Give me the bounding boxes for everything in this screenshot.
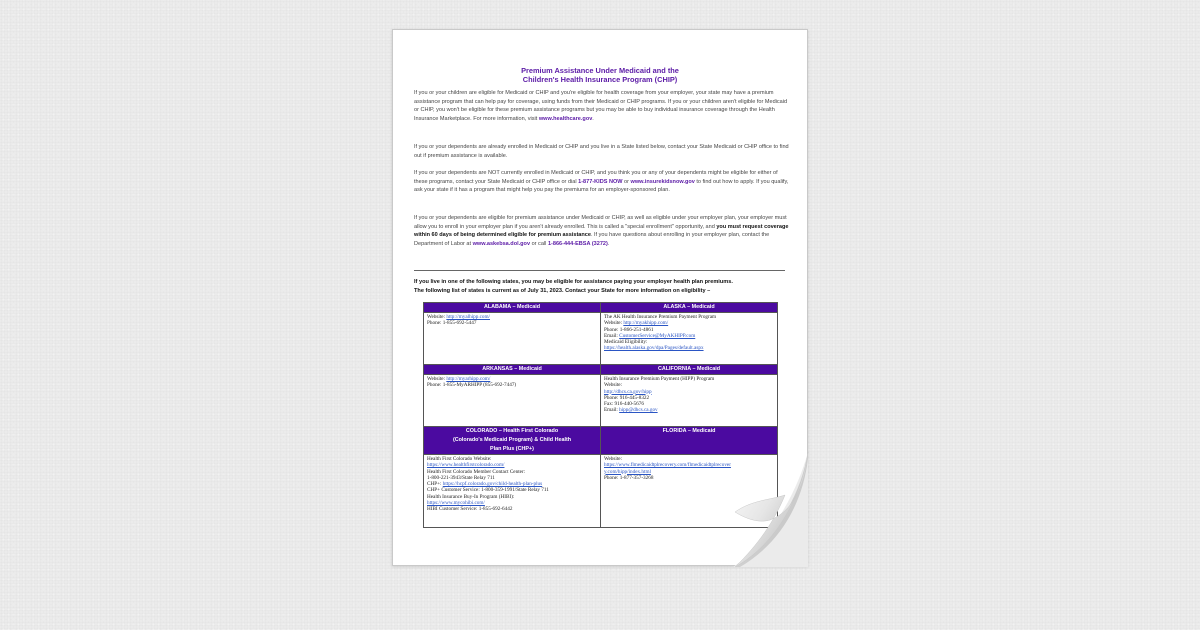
ebsa-phone: 1-866-444-EBSA (3272)	[547, 240, 608, 247]
horizontal-divider	[414, 270, 785, 271]
colorado-chp-link[interactable]: https://hcpf.colorado.gov/child-health-plan-plus	[442, 481, 543, 488]
paragraph-text: .	[592, 115, 594, 122]
label: Email:	[604, 407, 620, 414]
title-line-1: Premium Assistance Under Medicaid and the	[521, 66, 679, 75]
state-header-colorado	[424, 427, 601, 455]
state-cell-florida	[601, 455, 778, 528]
states-intro	[414, 278, 794, 296]
header-line: COLORADO – Health First Colorado	[465, 428, 559, 434]
arkansas-phone: Phone: 1-855-MyARHIPP (855-692-7447)	[427, 382, 517, 389]
alaska-email-link[interactable]: CustomerService@MyAKHIPP.com	[619, 332, 696, 339]
florida-website-link[interactable]: https://www.flmedicaidtplrecovery.com/flmedicaidtplrecover	[604, 462, 731, 469]
paragraph-text: .	[607, 240, 610, 247]
state-header-california: CALIFORNIA – Medicaid	[601, 365, 778, 375]
alaska-website-link[interactable]: http://myakhipp.com/	[623, 320, 669, 327]
paragraph-2	[414, 143, 790, 160]
document-title	[393, 66, 807, 84]
askebsa-link[interactable]: www.askebsa.dol.gov	[472, 240, 531, 247]
colorado-hibi-link[interactable]: https://www.mycohibi.com/	[427, 500, 485, 507]
label: Website:	[604, 320, 624, 327]
florida-website-label: Website:	[604, 456, 623, 462]
paragraph-text: If you or your dependents are already enrolled in Medicaid or CHIP and you live in a State listed below, contact your State Medicaid or CHIP office to find out if premium assistance is available.	[414, 144, 789, 159]
alabama-phone: Phone: 1-855-692-5447	[427, 320, 477, 327]
state-header-florida: FLORIDA – Medicaid	[601, 427, 778, 455]
colorado-website-link[interactable]: https://www.healthfirstcolorado.com/	[427, 462, 505, 469]
paragraph-text: to find out how to apply. If you qualify, ask your state if it has a program that might help you pay the premiums for an employer-sponsored plan.	[414, 178, 789, 194]
alaska-eligibility-link[interactable]: https://health.alaska.gov/dpa/Pages/default.aspx	[604, 345, 704, 352]
header-line: Plan Plus (CHP+)	[490, 446, 534, 452]
state-cell-alaska	[601, 313, 778, 365]
state-cell-california	[601, 375, 778, 427]
california-website-link[interactable]: http://dhcs.ca.gov/hipp	[604, 388, 652, 395]
kids-now-phone: 1-877-KIDS NOW	[578, 178, 623, 185]
paragraph-text: or call	[530, 240, 548, 247]
intro-line-2: The following list of states is current as of July 31, 2023. Contact your State for more information on eligibility –	[414, 287, 711, 294]
paragraph-text: If you or your dependents are NOT currently enrolled in Medicaid or CHIP, and you think you or any of your dependents might be eligible for either of these programs, contact your State Medicaid or CHIP office or dial	[414, 170, 778, 185]
label: Website:	[427, 376, 447, 382]
california-program: Health Insurance Premium Payment (HIPP) Program	[604, 376, 715, 382]
intro-line-1: If you live in one of the following states, you may be eligible for assistance paying your employer health plan premiums.	[414, 279, 733, 285]
document-page	[392, 29, 808, 566]
label: Email:	[604, 332, 620, 339]
paragraph-3	[414, 169, 790, 195]
colorado-chp-phone: CHP+ Customer Service: 1-800-359-1991/State Relay 711	[427, 487, 549, 494]
label: Website:	[427, 314, 447, 320]
insurekidsnow-link[interactable]: www.insurekidsnow.gov	[630, 178, 695, 185]
state-cell-colorado	[424, 455, 601, 528]
state-header-alaska: ALASKA – Medicaid	[601, 303, 778, 313]
alaska-program: The AK Health Insurance Premium Payment Program	[604, 314, 717, 320]
colorado-hibi-phone: HIBI Customer Service: 1-855-692-6442	[427, 506, 513, 513]
colorado-website-label: Health First Colorado Website:	[427, 456, 492, 462]
header-line: (Colorado's Medicaid Program) & Child Health	[452, 437, 572, 443]
colorado-hibi-label: Health Insurance Buy-In Program (HIBI):	[427, 493, 515, 500]
california-fax: Fax: 916-440-5676	[604, 401, 644, 408]
state-cell-alabama	[424, 313, 601, 365]
paragraph-text: If you or your dependents are eligible for premium assistance under Medicaid or CHIP, as well as eligible under your employer plan, your employer must allow you to enroll in your employer plan if you aren't already enrolled. This is called a "special enrollment" opportunity, and	[414, 215, 787, 230]
alaska-eligibility-label: Medicaid Eligibility:	[604, 339, 648, 346]
california-website-label: Website:	[604, 382, 623, 389]
alabama-website-link[interactable]: http://myalhipp.com/	[446, 314, 490, 320]
state-cell-arkansas	[424, 375, 601, 427]
alaska-phone: Phone: 1-866-251-4861	[604, 326, 654, 333]
california-phone: Phone: 916-445-8322	[604, 394, 650, 401]
paragraph-text: If you or your children are eligible for Medicaid or CHIP and you're eligible for health coverage from your employer, your state may have a premium assistance program that can help pay for coverage, using funds from their Medicaid or CHIP programs. If you or your children aren't eligible for Medicaid or CHIP, you won't be eligible for these premium assistance programs but you may be able to buy individual insurance coverage through the Health Insurance Marketplace. For more information, visit	[414, 90, 788, 122]
california-email-link[interactable]: hipp@dhcs.ca.gov	[619, 407, 658, 414]
state-header-arkansas: ARKANSAS – Medicaid	[424, 365, 601, 375]
paragraph-bold: you must request coverage within 60 days of being determined eligible for premium assistance	[414, 223, 789, 239]
florida-website-link-cont[interactable]: y.com/hipp/index.html	[604, 468, 651, 475]
healthcare-gov-link[interactable]: www.healthcare.gov	[538, 115, 593, 122]
states-table	[423, 302, 778, 528]
paragraph-text: or	[622, 178, 631, 185]
florida-phone: Phone: 1-877-357-3268	[604, 474, 654, 481]
paragraph-1	[414, 89, 790, 123]
colorado-contact-phone: 1-800-221-3943/State Relay 711	[427, 474, 495, 481]
title-line-2: Children's Health Insurance Program (CHIP)	[522, 75, 678, 84]
label: CHP+:	[427, 481, 443, 488]
state-header-alabama: ALABAMA – Medicaid	[424, 303, 601, 313]
paragraph-4	[414, 214, 790, 248]
arkansas-website-link[interactable]: http://myarhipp.com/	[446, 376, 491, 382]
colorado-contact-label: Health First Colorado Member Contact Center:	[427, 468, 526, 475]
paragraph-text: . If you have questions about enrolling in your employer plan, contact the Department of Labor at	[414, 232, 770, 247]
